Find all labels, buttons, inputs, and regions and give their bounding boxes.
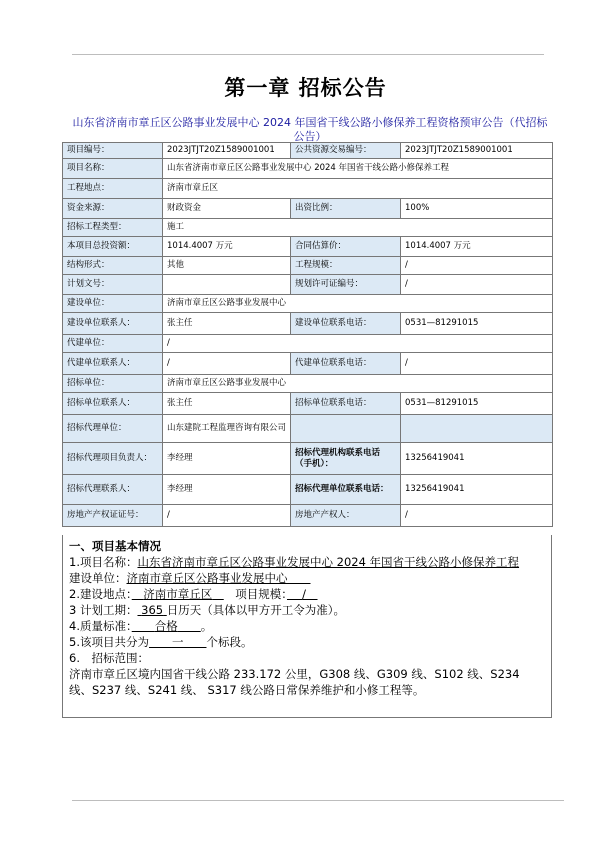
cell-label: 建设单位联系电话： bbox=[291, 313, 401, 335]
project-name-line bbox=[69, 554, 545, 570]
cell-label: 项目名称： bbox=[63, 159, 163, 179]
table-row bbox=[63, 179, 553, 199]
cell-value: / bbox=[401, 275, 553, 295]
line-value: 一 bbox=[171, 635, 184, 649]
table-row bbox=[63, 295, 553, 313]
line-value: 济南市章丘区 bbox=[143, 587, 213, 601]
cell-label: 招标代理单位： bbox=[63, 415, 163, 443]
line-value: 济南市章丘区公路事业发展中心 bbox=[126, 571, 288, 585]
chapter-title: 第一章 招标公告 bbox=[224, 76, 387, 100]
cell-value: / bbox=[163, 335, 553, 353]
cell-value: / bbox=[401, 257, 553, 275]
line-label: 1.项目名称： bbox=[69, 555, 138, 569]
line-label: 3 计划工期： bbox=[69, 603, 138, 617]
cell-label: 房地产产权证证号： bbox=[63, 505, 163, 527]
cell-label: 招标工程类型： bbox=[63, 219, 163, 237]
cell-value: 张主任 bbox=[163, 393, 291, 415]
cell-value: / bbox=[401, 505, 553, 527]
cell-label: 建设单位： bbox=[63, 295, 163, 313]
cell-label: 工程规模： bbox=[291, 257, 401, 275]
table-row bbox=[63, 237, 553, 257]
scope-label-line: 6. 招标范围： bbox=[69, 651, 149, 665]
cell-label: 合同估算价： bbox=[291, 237, 401, 257]
header-rule bbox=[72, 54, 544, 55]
table-row bbox=[63, 443, 553, 475]
cell-value: 施工 bbox=[163, 219, 553, 237]
table-row bbox=[63, 415, 553, 443]
cell-value: 其他 bbox=[163, 257, 291, 275]
location-line bbox=[69, 586, 545, 602]
cell-value: 0531—81291015 bbox=[401, 393, 553, 415]
table-row bbox=[63, 199, 553, 219]
cell-label: 招标代理机构联系电话（手机）： bbox=[291, 443, 401, 475]
cell-empty bbox=[291, 415, 401, 443]
cell-value: 财政资金 bbox=[163, 199, 291, 219]
cell-value: 山东建院工程监理咨询有限公司 bbox=[163, 415, 291, 443]
cell-label: 本项目总投资额： bbox=[63, 237, 163, 257]
cell-value: 1014.4007 万元 bbox=[401, 237, 553, 257]
cell-label: 结构形式： bbox=[63, 257, 163, 275]
line-suffix: 。 bbox=[200, 619, 213, 633]
cell-label: 招标代理单位联系电话： bbox=[291, 475, 401, 505]
cell-value: 李经理 bbox=[163, 443, 291, 475]
cell-value: 0531—81291015 bbox=[401, 313, 553, 335]
line-label: 建设单位： bbox=[69, 571, 127, 585]
table-row bbox=[63, 393, 553, 415]
cell-label: 房地产产权人： bbox=[291, 505, 401, 527]
cell-label: 计划文号： bbox=[63, 275, 163, 295]
cell-empty bbox=[401, 415, 553, 443]
cell-value: 13256419041 bbox=[401, 475, 553, 505]
table-row bbox=[63, 275, 553, 295]
line-label: 项目规模： bbox=[235, 587, 287, 601]
cell-value: 济南市章丘区公路事业发展中心 bbox=[163, 375, 553, 393]
cell-label: 招标单位联系人： bbox=[63, 393, 163, 415]
document-title: 山东省济南市章丘区公路事业发展中心 2024 年国省干线公路小修保养工程资格预审公告（代招标公告） bbox=[72, 116, 548, 143]
table-row bbox=[63, 375, 553, 393]
cell-label: 招标代理联系人： bbox=[63, 475, 163, 505]
table-row bbox=[63, 505, 553, 527]
line-value: / bbox=[302, 587, 307, 601]
table-row bbox=[63, 219, 553, 237]
cell-value: 2023JTJT20Z1589001001 bbox=[163, 143, 291, 159]
cell-label: 代建单位联系人： bbox=[63, 353, 163, 375]
cell-label: 代建单位： bbox=[63, 335, 163, 353]
duration-line bbox=[69, 602, 545, 618]
cell-label: 项目编号： bbox=[63, 143, 163, 159]
section-count-line bbox=[69, 634, 545, 650]
cell-value: 1014.4007 万元 bbox=[163, 237, 291, 257]
cell-label: 招标单位联系电话： bbox=[291, 393, 401, 415]
cell-value: / bbox=[163, 353, 291, 375]
section-heading: 一、项目基本情况 bbox=[69, 539, 161, 553]
cell-value: / bbox=[163, 505, 291, 527]
line-label: 5.该项目共分为 bbox=[69, 635, 149, 649]
line-value: 合格 bbox=[154, 619, 178, 633]
line-value: 山东省济南市章丘区公路事业发展中心 2024 年国省干线公路小修保养工程 bbox=[137, 555, 520, 569]
table-row bbox=[63, 313, 553, 335]
scope-text: 济南市章丘区境内国省干线公路 233.172 公里，G308 线、G309 线、S102 线、S234 线、S237 线、S241 线、 S317 线公路日常保养维护和小修工程等。 bbox=[69, 667, 520, 697]
cell-label: 规划许可证编号： bbox=[291, 275, 401, 295]
cell-value: 100% bbox=[401, 199, 553, 219]
table-row bbox=[63, 335, 553, 353]
quality-line bbox=[69, 618, 545, 634]
table-row bbox=[63, 143, 553, 159]
project-info-table bbox=[62, 142, 553, 527]
table-row bbox=[63, 257, 553, 275]
table-row bbox=[63, 353, 553, 375]
cell-value: 济南市章丘区 bbox=[163, 179, 553, 199]
cell-label: 工程地点： bbox=[63, 179, 163, 199]
cell-label: 出资比例： bbox=[291, 199, 401, 219]
cell-label: 代建单位联系电话： bbox=[291, 353, 401, 375]
line-label: 4.质量标准： bbox=[69, 619, 132, 633]
cell-value: 济南市章丘区公路事业发展中心 bbox=[163, 295, 553, 313]
line-suffix: 个标段。 bbox=[206, 635, 253, 649]
cell-label: 招标代理项目负责人： bbox=[63, 443, 163, 475]
cell-value: 李经理 bbox=[163, 475, 291, 505]
cell-value: 张主任 bbox=[163, 313, 291, 335]
table-row bbox=[63, 475, 553, 505]
line-label: 2.建设地点： bbox=[69, 587, 132, 601]
cell-value: 13256419041 bbox=[401, 443, 553, 475]
builder-line bbox=[69, 570, 545, 586]
line-suffix: 日历天（具体以甲方开工令为准）。 bbox=[166, 603, 345, 617]
line-value: 365 bbox=[141, 603, 164, 617]
cell-label: 招标单位： bbox=[63, 375, 163, 393]
cell-label: 资金来源： bbox=[63, 199, 163, 219]
cell-label: 公共资源交易编号： bbox=[291, 143, 401, 159]
project-basic-info bbox=[62, 535, 552, 718]
cell-value: / bbox=[401, 353, 553, 375]
cell-value: 2023JTJT20Z1589001001 bbox=[401, 143, 553, 159]
table-row bbox=[63, 159, 553, 179]
cell-value: 山东省济南市章丘区公路事业发展中心 2024 年国省干线公路小修保养工程 bbox=[163, 159, 553, 179]
cell-value bbox=[163, 275, 291, 295]
cell-label: 建设单位联系人： bbox=[63, 313, 163, 335]
footer-rule bbox=[72, 800, 564, 801]
